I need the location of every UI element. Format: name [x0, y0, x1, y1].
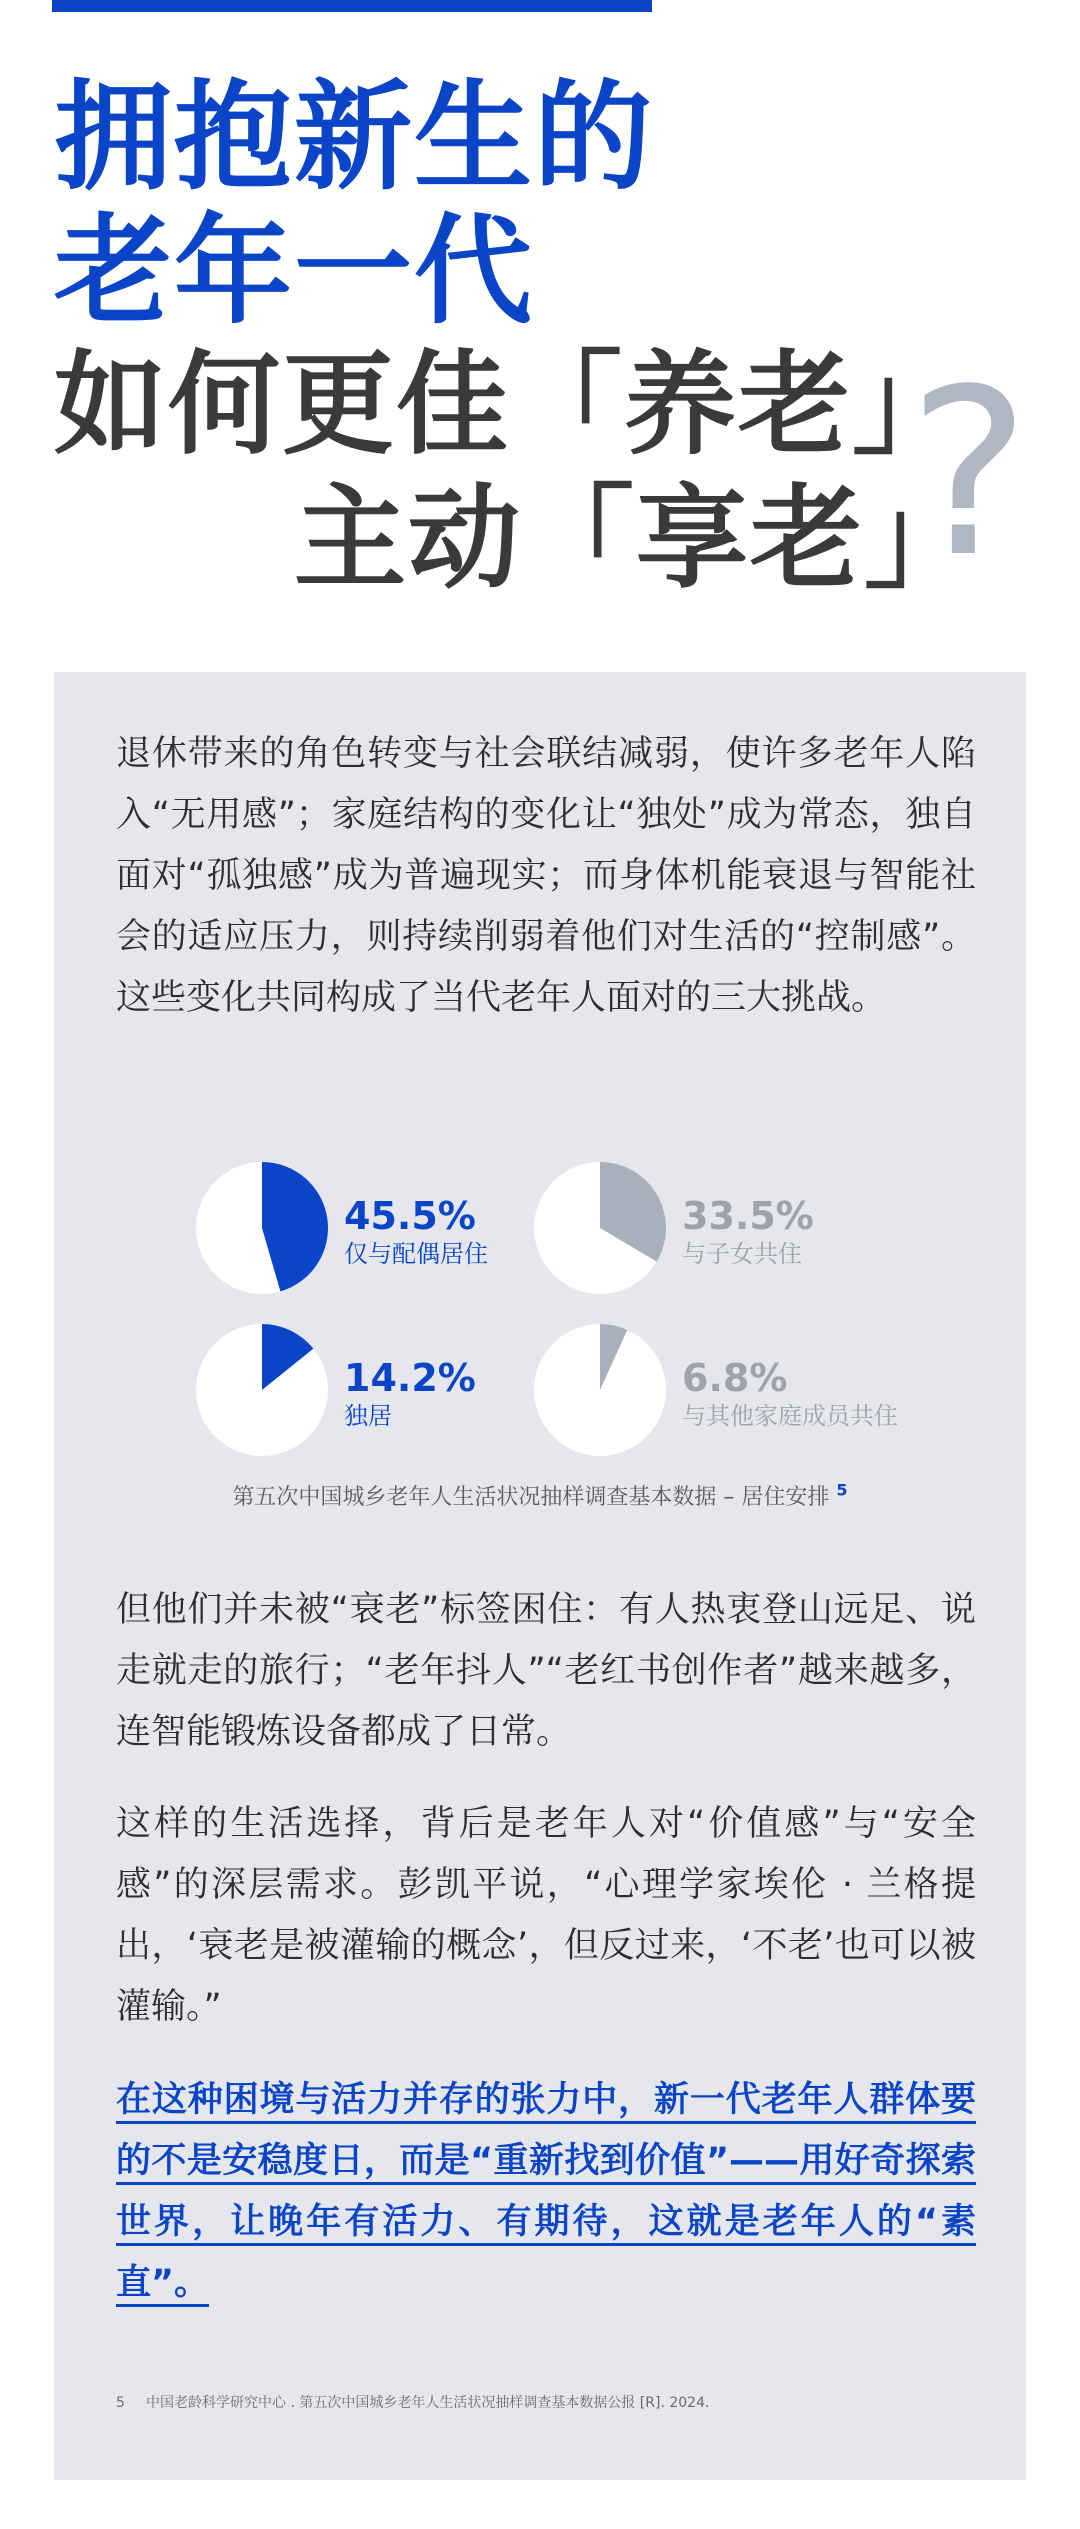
stat-children-percent: 33.5%	[682, 1194, 814, 1238]
chart-caption-ref: 5	[836, 1480, 848, 1500]
stat-children	[530, 1158, 870, 1298]
stat-children-label: 与子女共住	[682, 1240, 802, 1268]
stat-alone	[192, 1320, 532, 1460]
footnote	[116, 2392, 709, 2412]
paragraph-active-lifestyle: 但他们并未被“衰老”标签困住：有人热衷登山远足、说走就走的旅行；“老年抖人”“老红书创作者”越来越多，连智能锻炼设备都成了日常。	[116, 1590, 976, 1752]
pie-other-family	[530, 1320, 670, 1460]
content-panel	[54, 672, 1026, 2480]
stat-other-family-percent: 6.8%	[682, 1356, 788, 1400]
stat-alone-label: 独居	[344, 1402, 392, 1430]
top-accent-bar	[52, 0, 652, 12]
pie-children	[530, 1158, 670, 1298]
stat-spouse-label: 仅与配偶居住	[344, 1240, 488, 1268]
stat-alone-percent: 14.2%	[344, 1356, 476, 1400]
pie-spouse	[192, 1158, 332, 1298]
footnote-number: 5	[116, 2395, 125, 2411]
intro-paragraph: 退休带来的角色转变与社会联结减弱，使许多老年人陷入“无用感”；家庭结构的变化让“独处”成为常态，独自面对“孤独感”成为普遍现实；而身体机能衰退与智能社会的适应压力，则持续削弱着他们对生活的“控制感”。这些变化共同构成了当代老年人面对的三大挑战。	[116, 734, 977, 1018]
stat-other-family	[530, 1320, 898, 1460]
paragraph-values: 这样的生活选择，背后是老年人对“价值感”与“安全感”的深层需求。彭凯平说，“心理学家埃伦 · 兰格提出，‘衰老是被灌输的概念’，但反过来，‘不老’也可以被灌输。”	[116, 1804, 976, 2027]
chart-caption	[54, 1480, 1026, 1511]
stat-other-family-label: 与其他家庭成员共住	[682, 1402, 898, 1430]
question-mark: ?	[908, 341, 1031, 608]
headline-line-2: 老年一代	[54, 202, 535, 340]
stat-spouse-percent: 45.5%	[344, 1194, 476, 1238]
highlight-paragraph	[116, 2070, 976, 2314]
pie-alone	[192, 1320, 332, 1460]
headline-line-4: 主动「享老」	[294, 474, 978, 604]
highlight-text: 在这种困境与活力并存的张力中，新一代老年人群体要的不是安稳度日，而是“重新找到价值”——用好奇探索世界，让晚年有活力、有期待，这就是老年人的“素直”。	[116, 2080, 976, 2303]
headline-line-1: 拥抱新生的	[54, 68, 655, 206]
headline-line-3: 如何更佳「养老」	[54, 340, 966, 470]
stat-spouse	[192, 1158, 532, 1298]
chart-caption-text: 第五次中国城乡老年人生活状况抽样调查基本数据 – 居住安排	[232, 1485, 830, 1510]
footnote-text: 中国老龄科学研究中心 . 第五次中国城乡老年人生活状况抽样调查基本数据公报 [R]. 2024.	[146, 2395, 710, 2411]
